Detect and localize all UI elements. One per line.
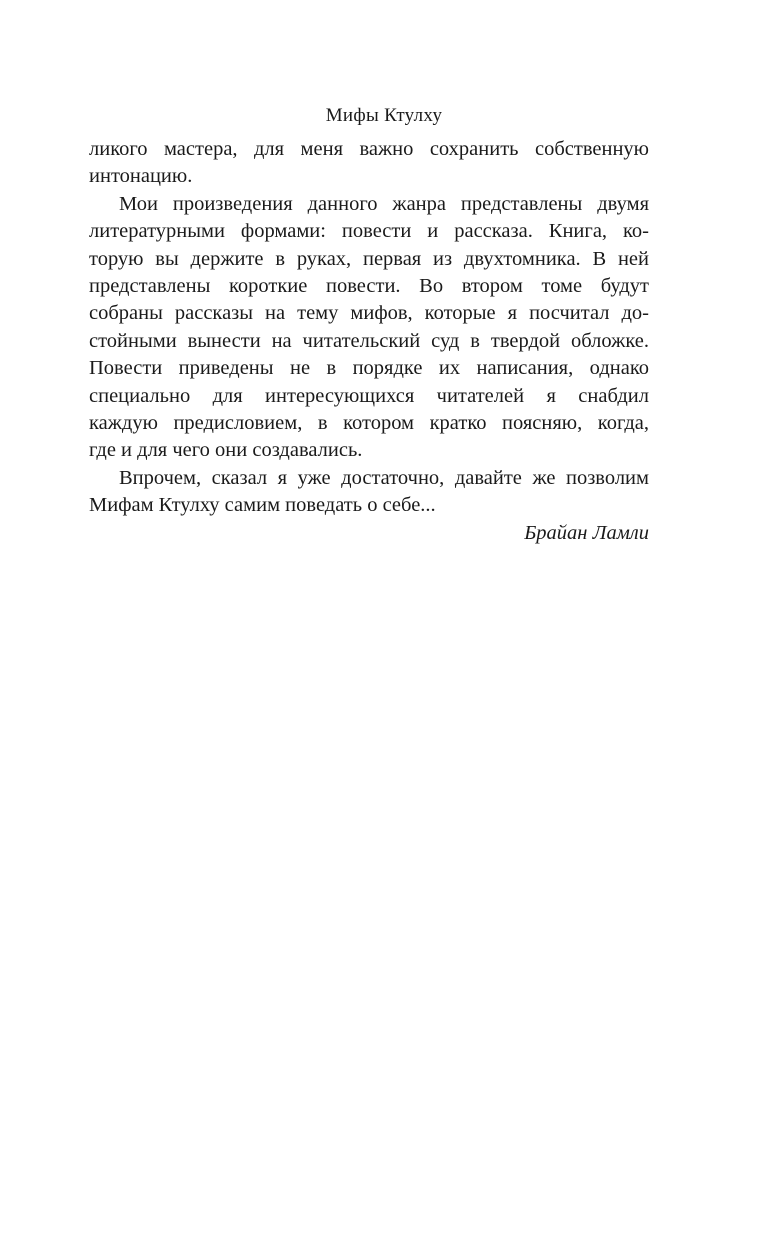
author-signature: Брайан Ламли [524, 521, 649, 544]
text-line: где и для чего они создавались. [89, 439, 363, 462]
text-line: Мои произведения данного жанра представлены двумя [119, 192, 649, 215]
running-title: Мифы Ктулху [325, 105, 443, 126]
text-line: каждую предисловием, в котором кратко поясняю, когда, [89, 412, 649, 435]
text-line: ликого мастера, для меня важно сохранить собственную [89, 138, 649, 160]
paragraph-3 [89, 465, 649, 520]
text-line: Мифам Ктулху самим поведать о себе... [89, 494, 436, 517]
text-line: специально для интересующихся читателей я снабдил [89, 384, 649, 407]
text-line: стойными вынести на читательский суд в твердой обложке. [89, 329, 649, 352]
body-text [89, 136, 649, 547]
text-line: интонацию. [89, 165, 193, 188]
text-line: торую вы держите в руках, первая из двухтомника. В ней [89, 247, 649, 270]
text-line: представлены короткие повести. Во втором томе будут [89, 275, 649, 298]
text-line: Впрочем, сказал я уже достаточно, давайте же позволим [119, 466, 649, 489]
text-line: Повести приведены не в порядке их написания, однако [89, 357, 649, 380]
paragraph-2 [89, 191, 649, 465]
text-line: собраны рассказы на тему мифов, которые я посчитал до- [89, 302, 649, 325]
paragraph-1 [89, 136, 649, 191]
text-line: литературными формами: повести и рассказа. Книга, ко- [89, 220, 649, 243]
